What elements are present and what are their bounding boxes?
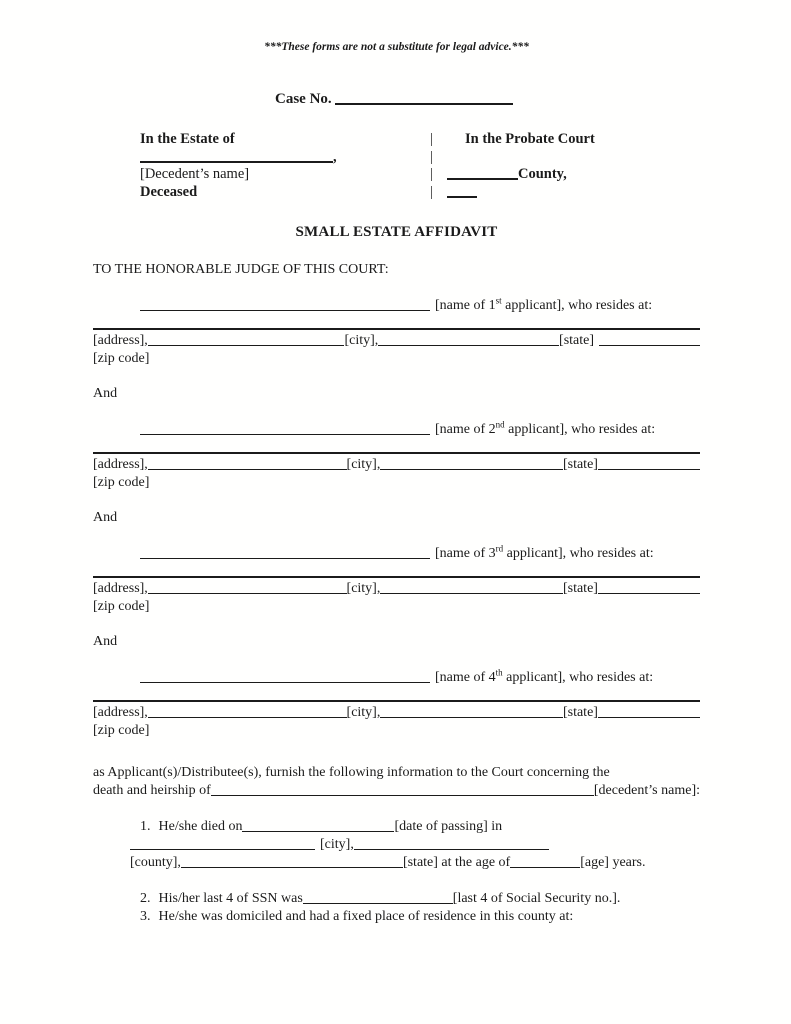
list-item-1-line-3 [130, 854, 700, 872]
caption-right-column [447, 131, 700, 201]
state-blank[interactable] [598, 714, 700, 718]
list-item-2 [140, 890, 700, 908]
state-blank[interactable] [599, 342, 700, 346]
city-blank[interactable] [380, 714, 563, 718]
item-number: 1. [140, 819, 151, 834]
applicant-3-name-row [140, 545, 700, 563]
applicant-4-address-line[interactable] [93, 700, 700, 702]
city-label: [city], [344, 333, 379, 348]
item-number: 3. [140, 909, 151, 924]
ssn-hint: [last 4 of Social Security no.]. [452, 891, 621, 906]
ordinal-superscript: nd [495, 419, 505, 430]
zip-code-label: [zip code] [93, 599, 150, 614]
and-connector: And [93, 634, 118, 649]
caption-spacer-row [447, 149, 700, 167]
decedent-name-blank[interactable] [140, 158, 333, 163]
applicant-3-address-row [93, 580, 700, 598]
death-city-hint: [city], [320, 837, 354, 852]
ordinal-superscript: rd [495, 543, 504, 554]
applicant-1-name-blank[interactable] [140, 307, 430, 311]
case-number-row [275, 90, 700, 109]
address-blank[interactable] [148, 714, 347, 718]
item-number: 2. [140, 891, 151, 906]
list-item-1-line-2 [130, 836, 700, 854]
ssn-blank[interactable] [303, 900, 453, 904]
applicant-4-name-blank[interactable] [140, 679, 430, 683]
list-item-3 [140, 908, 700, 926]
age-hint: [age] years. [580, 855, 646, 870]
applicant-2-name-blank[interactable] [140, 431, 430, 435]
zip-code-label: [zip code] [93, 351, 150, 366]
list-item-1-line-1 [140, 818, 700, 836]
date-of-passing-hint: [date of passing] in [394, 819, 503, 834]
divider-bar: | [430, 148, 433, 165]
state-label: [state] [562, 705, 598, 720]
applicant-3-name-hint: [name of 3rd applicant], who resides at: [435, 543, 654, 561]
applicant-4-name-hint: [name of 4th applicant], who resides at: [435, 667, 654, 685]
case-number-label: Case No. [275, 91, 332, 107]
divider-bar: | [430, 166, 433, 182]
applicant-2-address-row [93, 456, 700, 474]
city-blank[interactable] [378, 342, 559, 346]
address-label: [address], [93, 457, 148, 472]
statement-line-1: as Applicant(s)/Distributee(s), furnish the following information to the Court concerning the [93, 765, 610, 780]
estate-caption-block [93, 131, 700, 201]
state-label: [state] [559, 333, 595, 348]
deceased-label: Deceased [140, 183, 198, 200]
probate-court-label: In the Probate Court [465, 131, 595, 147]
applicant-4-name-row [140, 669, 700, 687]
court-number-blank[interactable] [447, 193, 477, 198]
county-blank[interactable] [447, 175, 518, 180]
city-blank[interactable] [380, 466, 563, 470]
caption-divider [383, 131, 433, 201]
state-label: [state] [562, 457, 598, 472]
address-blank[interactable] [148, 342, 345, 346]
county-label: County, [518, 166, 567, 182]
divider-bar: | [430, 131, 433, 147]
ordinal-superscript: th [495, 667, 503, 678]
city-blank[interactable] [380, 590, 563, 594]
divider-bar: | [430, 183, 433, 200]
estate-comma: , [333, 148, 337, 165]
decedent-name-fill-blank[interactable] [211, 792, 594, 796]
and-connector: And [93, 510, 118, 525]
date-of-passing-blank[interactable] [242, 828, 394, 832]
zip-code-label: [zip code] [93, 723, 150, 738]
applicant-1-name-row [140, 297, 700, 315]
legal-disclaimer: ***These forms are not a substitute for legal advice.*** [264, 41, 529, 53]
form-title: SMALL ESTATE AFFIDAVIT [295, 224, 498, 240]
in-estate-of-label: In the Estate of [140, 131, 235, 147]
applicant-3-address-line[interactable] [93, 576, 700, 578]
city-label: [city], [346, 581, 381, 596]
and-connector: And [93, 386, 118, 401]
state-blank[interactable] [598, 466, 700, 470]
address-blank[interactable] [148, 590, 347, 594]
age-blank[interactable] [510, 864, 580, 868]
salutation: TO THE HONORABLE JUDGE OF THIS COURT: [93, 262, 389, 277]
state-blank[interactable] [598, 590, 700, 594]
ssn-label: His/her last 4 of SSN was [158, 891, 303, 906]
applicant-2-name-hint: [name of 2nd applicant], who resides at: [435, 419, 656, 437]
applicant-2-address-line[interactable] [93, 452, 700, 454]
died-on-label: He/she died on [158, 819, 243, 834]
decedent-name-hint: [Decedent’s name] [140, 166, 250, 182]
city-label: [city], [346, 705, 381, 720]
decedent-name-hint-2: [decedent’s name]: [593, 783, 700, 798]
applicant-4-address-row [93, 704, 700, 722]
death-state-blank[interactable] [181, 864, 403, 868]
statement-line-2 [93, 782, 700, 800]
applicant-statement-paragraph [93, 764, 700, 800]
domicile-text: He/she was domiciled and had a fixed place of residence in this county at: [158, 909, 574, 924]
death-city-blank[interactable] [130, 846, 315, 850]
address-label: [address], [93, 581, 148, 596]
city-label: [city], [346, 457, 381, 472]
address-label: [address], [93, 705, 148, 720]
applicant-1-address-line[interactable] [93, 328, 700, 330]
zip-code-label: [zip code] [93, 475, 150, 490]
state-label: [state] [562, 581, 598, 596]
death-state-hint: [state] at the age of [402, 855, 511, 870]
applicant-1-name-hint: [name of 1st applicant], who resides at: [435, 295, 653, 313]
death-county-hint: [county], [130, 855, 181, 870]
applicant-3-name-blank[interactable] [140, 555, 430, 559]
heirship-label: death and heirship of [93, 783, 211, 798]
caption-left-column [140, 131, 383, 201]
ordinal-superscript: st [495, 295, 502, 306]
death-county-blank[interactable] [354, 846, 549, 850]
address-blank[interactable] [148, 466, 347, 470]
address-label: [address], [93, 333, 148, 348]
applicant-2-name-row [140, 421, 700, 439]
case-number-blank[interactable] [335, 100, 513, 105]
applicant-1-address-row [93, 332, 700, 350]
